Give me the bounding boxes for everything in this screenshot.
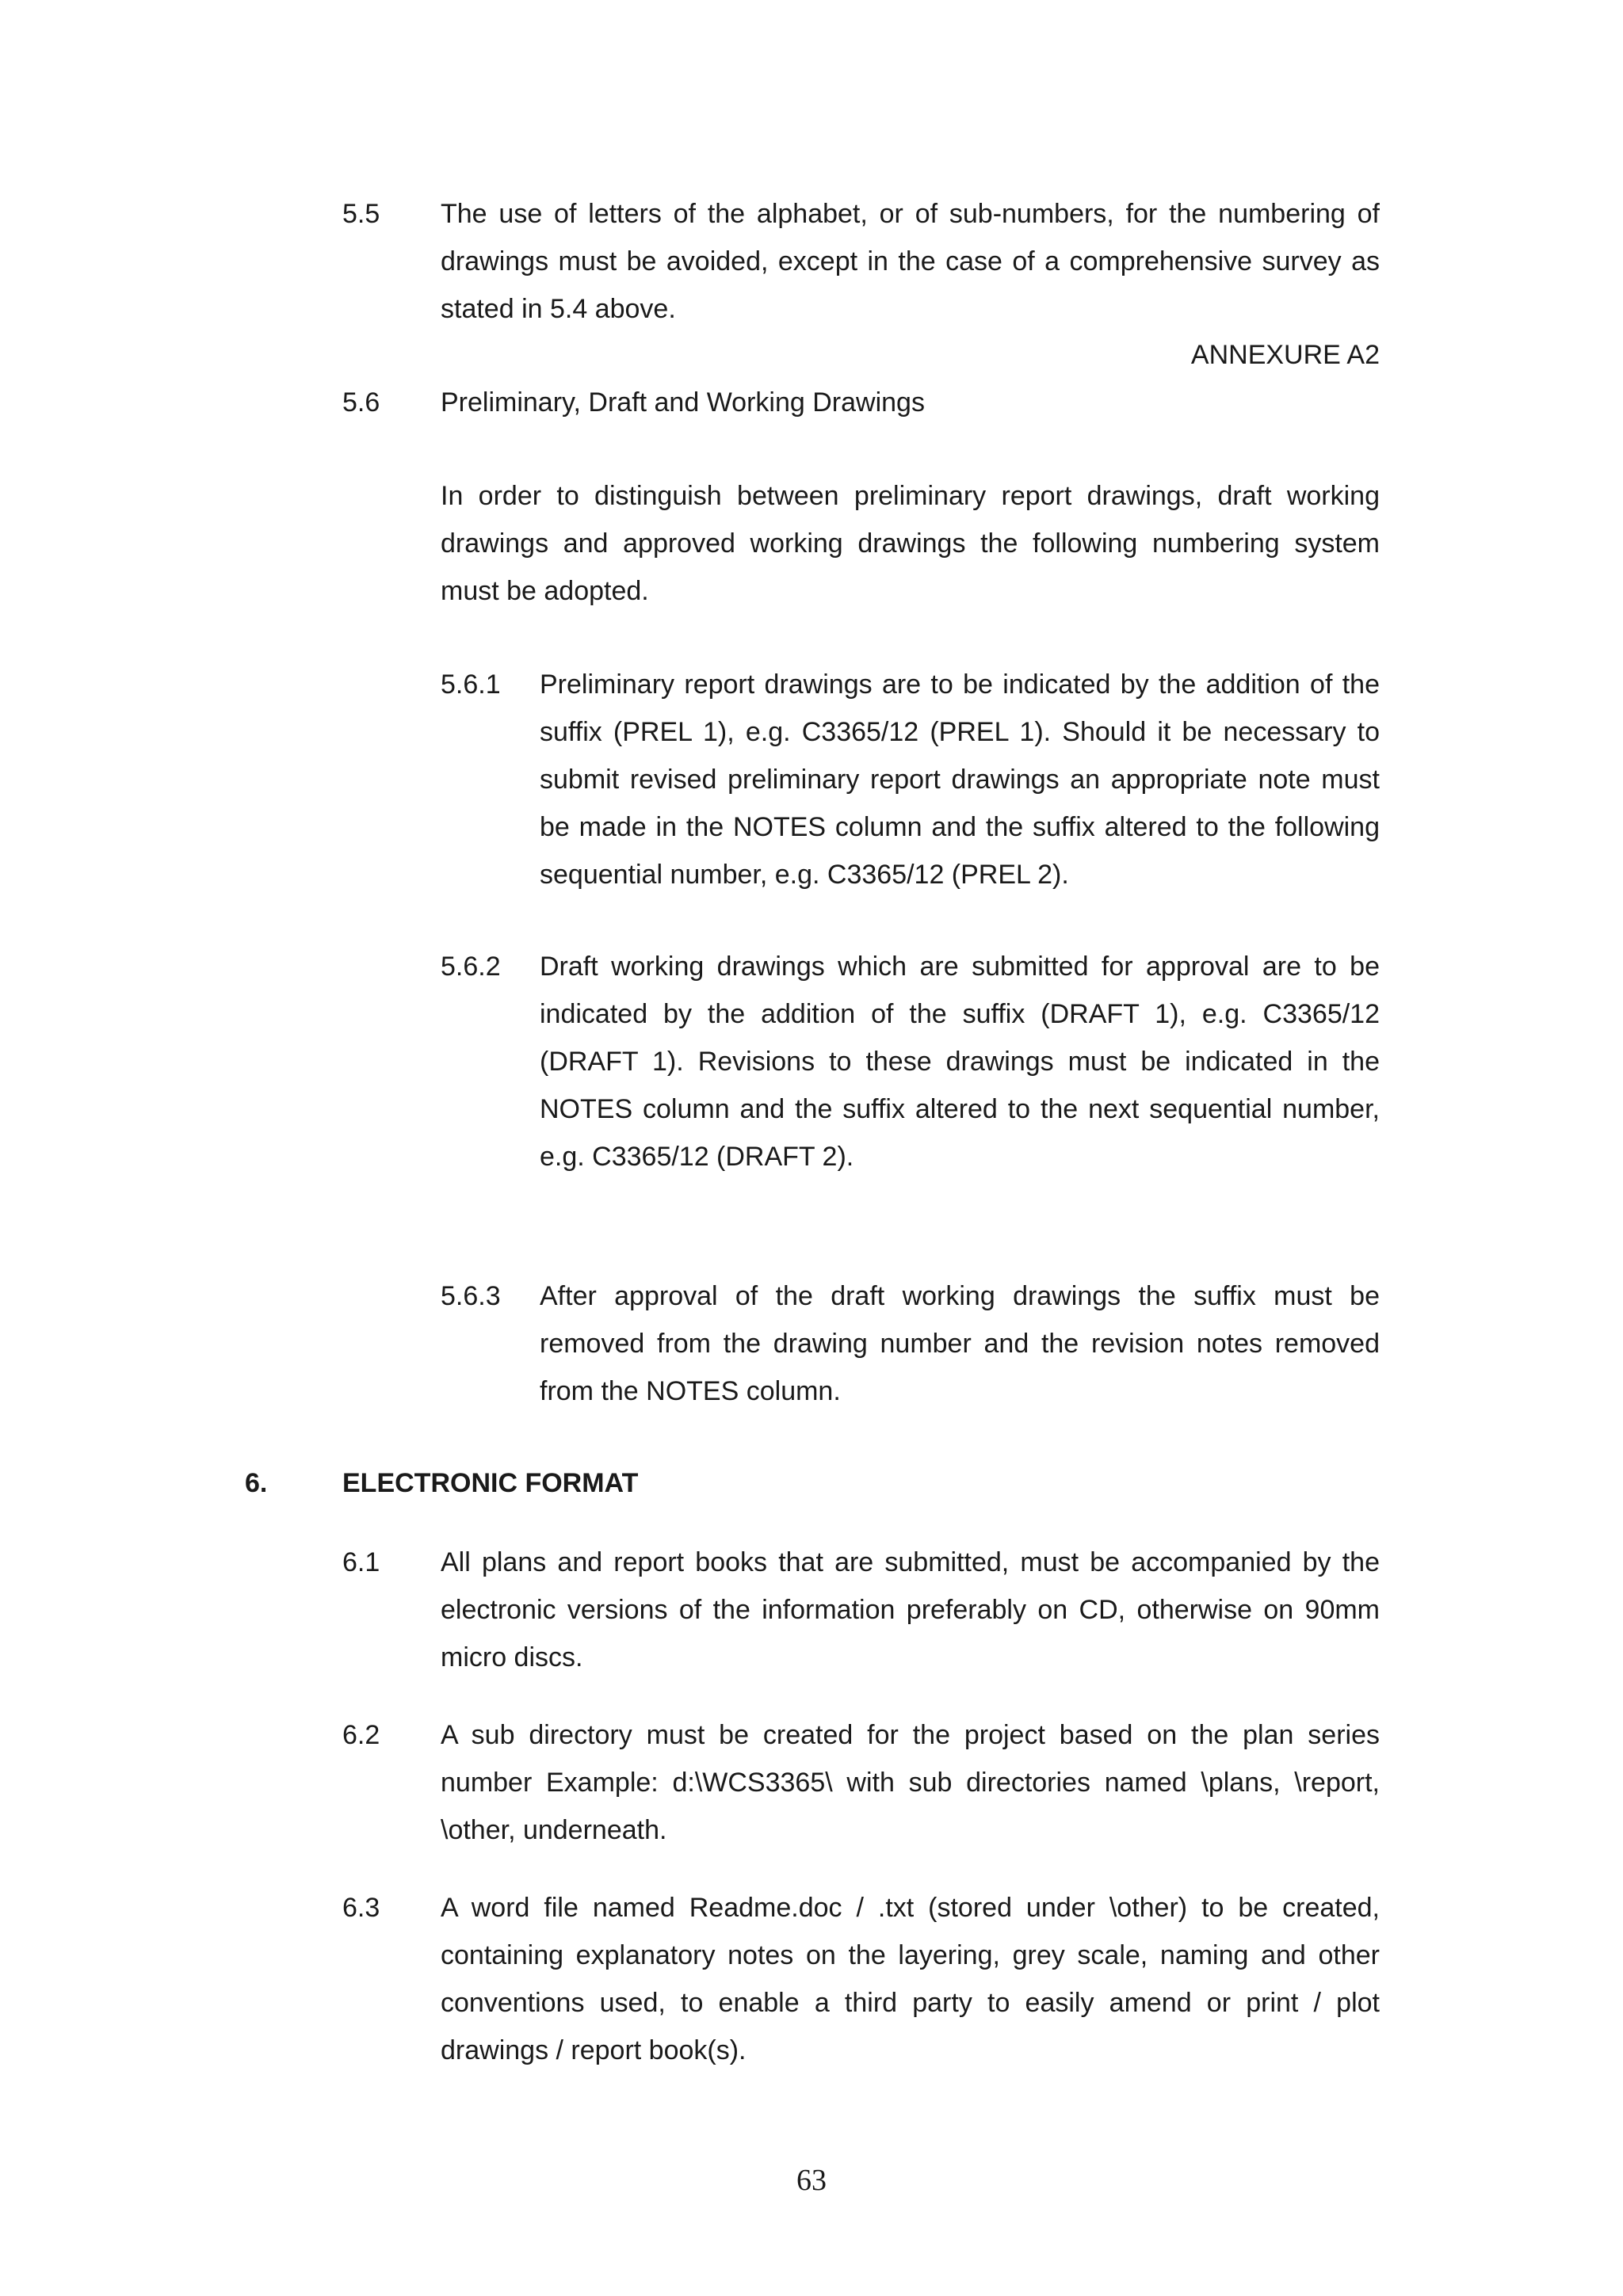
section-5-6-title: Preliminary, Draft and Working Drawings [441,387,925,418]
section-6-number: 6. [245,1468,268,1498]
section-5-6-number: 5.6 [342,387,380,418]
section-6-3-number: 6.3 [342,1893,380,1923]
section-6-1-text: All plans and report books that are submitted, must be accompanied by the electronic versions of the information preferably on CD, otherwise on 90mm micro discs. [441,1547,1380,1672]
section-5-6-1-text: Preliminary report drawings are to be indicated by the addition of the suffix (PREL 1), e.g. C3365/12 (PREL 1). Should it be necessary to submit revised preliminary report drawings an appropriate note must be made in the NOTES column and the suffix altered to the following sequential number, e.g. C3365/12 (PREL 2). [540,669,1380,890]
section-6-3-text: A word file named Readme.doc / .txt (stored under \other) to be created, containing explanatory notes on the layering, grey scale, naming and other conventions used, to enable a third party to easily amend or print / plot drawings / report book(s). [441,1893,1380,2065]
annexure-label: ANNEXURE A2 [1190,340,1380,370]
section-5-5-number: 5.5 [342,199,380,229]
section-5-6-3-text: After approval of the draft working drawings the suffix must be removed from the drawing number and the revision notes removed from the NOTES column. [540,1281,1380,1406]
page-number: 63 [796,2164,827,2197]
section-6-title: ELECTRONIC FORMAT [342,1468,639,1498]
section-5-6-intro: In order to distinguish between preliminary report drawings, draft working drawings and approved working drawings the following numbering system must be adopted. [441,481,1380,606]
section-6-2-number: 6.2 [342,1720,380,1750]
section-6-1-number: 6.1 [342,1547,380,1577]
section-5-6-1-number: 5.6.1 [441,669,501,700]
section-5-6-2-number: 5.6.2 [441,952,501,982]
section-5-6-3-number: 5.6.3 [441,1281,501,1311]
section-5-5-text: The use of letters of the alphabet, or of sub-numbers, for the numbering of drawings must be avoided, except in the case of a comprehensive survey as stated in 5.4 above. [441,199,1380,324]
section-6-2-text: A sub directory must be created for the project based on the plan series number Example: d:\WCS3365\ with sub directories named \plans, \report, \other, underneath. [441,1720,1380,1845]
section-5-6-2-text: Draft working drawings which are submitted for approval are to be indicated by the addition of the suffix (DRAFT 1), e.g. C3365/12 (DRAFT 1). Revisions to these drawings must be indicated in the NOTES column and the suffix altered to the next sequential number, e.g. C3365/12 (DRAFT 2). [540,952,1380,1172]
